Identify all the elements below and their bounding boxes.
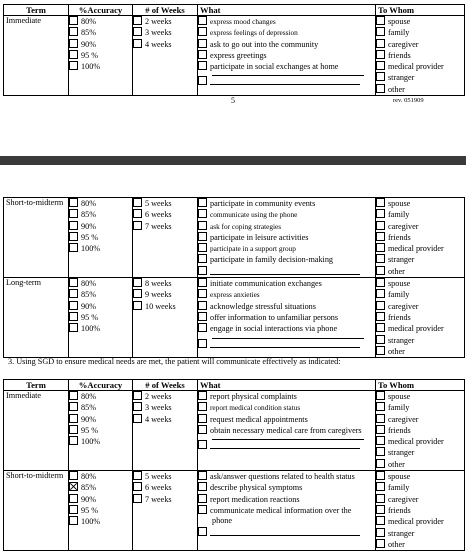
weeks-option[interactable]: 7 weeks [133, 494, 195, 505]
checkbox[interactable] [376, 459, 385, 468]
header-to-whom: To Whom [376, 5, 465, 16]
whom-option[interactable]: medical provider [376, 61, 462, 72]
checkbox[interactable] [133, 198, 142, 207]
what-option[interactable]: obtain necessary medical care from caregivers [198, 425, 373, 436]
term-label: Short-to-midterm [6, 471, 64, 481]
what-option[interactable]: participate in community events [198, 198, 373, 209]
checkbox[interactable] [69, 402, 78, 411]
accuracy-option[interactable]: 95 % [69, 50, 130, 61]
term-label: Immediate [6, 391, 42, 400]
weeks-cell [133, 16, 198, 96]
accuracy-option[interactable]: 80% [69, 16, 130, 27]
term-cell [4, 278, 69, 358]
checkbox[interactable] [376, 335, 385, 344]
checkbox[interactable] [376, 323, 385, 332]
checkbox[interactable] [69, 278, 78, 287]
header-what: What [198, 380, 376, 391]
accuracy-option[interactable]: 95 % [69, 425, 130, 436]
whom-option[interactable]: caregiver [376, 494, 462, 505]
what-option[interactable]: express anxieties [198, 289, 373, 300]
whom-option[interactable]: family [376, 402, 462, 413]
checkbox[interactable] [198, 39, 207, 48]
what-cell [198, 16, 376, 96]
checkbox[interactable] [198, 391, 207, 400]
what-option[interactable]: ask for coping strategies [198, 221, 373, 232]
accuracy-cell [69, 16, 133, 96]
whom-option[interactable]: other [376, 539, 462, 550]
whom-option[interactable]: other [376, 346, 462, 357]
checkbox[interactable] [376, 482, 385, 491]
whom-option[interactable]: family [376, 27, 462, 38]
what-other-option[interactable] [198, 76, 373, 87]
checkbox[interactable] [376, 471, 385, 480]
what-option[interactable]: report medication reactions [198, 494, 373, 505]
checkbox[interactable] [198, 209, 207, 218]
what-other-option[interactable] [198, 440, 373, 451]
term-label: Short-to-midterm [6, 198, 64, 207]
header-weeks: # of Weeks [133, 380, 198, 391]
whom-cell [376, 198, 465, 278]
checkbox[interactable] [198, 61, 207, 70]
what-option[interactable]: participate in family decision-making [198, 254, 373, 265]
checkbox[interactable] [69, 516, 78, 525]
weeks-cell [133, 198, 198, 278]
weeks-option[interactable]: 7 weeks [133, 221, 195, 232]
what-option[interactable]: express feelings of depression [198, 27, 373, 38]
what-option[interactable]: initiate communication exchanges [198, 278, 373, 289]
accuracy-option[interactable]: 85% [69, 209, 130, 220]
header-accuracy: %Accuracy [69, 380, 133, 391]
checkbox[interactable] [376, 266, 385, 275]
section-3-instruction: 3. Using SGD to ensure medical needs are met, the patient will communicate effectively as indicated: [8, 357, 341, 366]
checkbox[interactable] [69, 221, 78, 230]
checkbox[interactable] [69, 27, 78, 36]
write-in-field[interactable] [210, 441, 360, 449]
checkbox[interactable] [198, 482, 207, 491]
goals-table-2 [3, 197, 465, 358]
checkbox[interactable] [376, 447, 385, 456]
term-cell [4, 198, 69, 278]
accuracy-option[interactable]: 85% [69, 482, 130, 493]
accuracy-cell [69, 278, 133, 358]
what-cell [198, 278, 376, 358]
checkbox[interactable] [69, 436, 78, 445]
accuracy-option[interactable]: 95 % [69, 232, 130, 243]
checkbox[interactable] [69, 50, 78, 59]
checkbox[interactable] [69, 505, 78, 514]
what-option[interactable]: participate in social exchanges at home [198, 61, 373, 72]
header-term: Term [4, 5, 69, 16]
accuracy-option[interactable]: 90% [69, 39, 130, 50]
weeks-option[interactable]: 6 weeks [133, 209, 195, 220]
checkbox[interactable] [69, 312, 78, 321]
accuracy-option[interactable]: 85% [69, 289, 130, 300]
what-option[interactable]: communicate using the phone [198, 209, 373, 220]
accuracy-cell [69, 198, 133, 278]
checkbox[interactable] [198, 16, 207, 25]
weeks-option[interactable]: 4 weeks [133, 39, 195, 50]
checkbox[interactable] [133, 402, 142, 411]
accuracy-option[interactable]: 90% [69, 221, 130, 232]
whom-option[interactable]: family [376, 209, 462, 220]
weeks-option[interactable]: 4 weeks [133, 414, 195, 425]
checkbox[interactable] [133, 221, 142, 230]
checkbox[interactable] [376, 61, 385, 70]
checkbox[interactable] [198, 505, 207, 514]
checkbox[interactable] [69, 425, 78, 434]
checkbox[interactable] [376, 391, 385, 400]
accuracy-option[interactable]: 100% [69, 516, 130, 527]
header-what: What [198, 5, 376, 16]
checkbox[interactable] [133, 482, 142, 491]
checkbox[interactable] [376, 402, 385, 411]
checkbox[interactable] [376, 221, 385, 230]
checkbox[interactable] [376, 254, 385, 263]
goals-table-1 [3, 4, 465, 96]
whom-option[interactable]: caregiver [376, 221, 462, 232]
accuracy-cell [69, 391, 133, 471]
checkbox[interactable] [376, 16, 385, 25]
weeks-option[interactable]: 3 weeks [133, 27, 195, 38]
what-option[interactable]: express mood changes [198, 16, 373, 27]
whom-cell [376, 391, 465, 471]
whom-cell [376, 16, 465, 96]
weeks-option[interactable]: 8 weeks [133, 278, 195, 289]
weeks-option[interactable]: 6 weeks [133, 482, 195, 493]
checkbox[interactable] [198, 301, 207, 310]
checkbox[interactable] [376, 539, 385, 548]
accuracy-option[interactable]: 85% [69, 27, 130, 38]
checkbox[interactable] [198, 50, 207, 59]
accuracy-option[interactable]: 85% [69, 402, 130, 413]
checkbox[interactable] [198, 527, 207, 536]
whom-option[interactable]: spouse [376, 471, 462, 482]
checkbox[interactable] [133, 414, 142, 423]
whom-option[interactable]: friends [376, 505, 462, 516]
accuracy-cell [69, 471, 133, 551]
checkbox[interactable] [376, 505, 385, 514]
checkbox[interactable] [69, 391, 78, 400]
page-separator [0, 156, 466, 165]
checkbox[interactable] [376, 278, 385, 287]
checkbox[interactable] [198, 312, 207, 321]
checkbox[interactable] [198, 221, 207, 230]
checkbox[interactable] [198, 289, 207, 298]
whom-option[interactable]: medical provider [376, 323, 462, 334]
checkbox[interactable] [69, 243, 78, 252]
whom-option[interactable]: stranger [376, 447, 462, 458]
checkbox[interactable] [376, 346, 385, 355]
whom-option[interactable]: caregiver [376, 39, 462, 50]
accuracy-option[interactable]: 90% [69, 494, 130, 505]
what-cell [198, 391, 376, 471]
checkbox[interactable] [376, 84, 385, 93]
checkbox[interactable] [198, 232, 207, 241]
checkbox[interactable] [198, 254, 207, 263]
checkbox[interactable] [376, 39, 385, 48]
page-number: 5 [231, 96, 235, 105]
whom-option[interactable]: caregiver [376, 414, 462, 425]
checkbox[interactable] [133, 278, 142, 287]
weeks-option[interactable]: 5 weeks [133, 198, 195, 209]
revision-label: rev. 051909 [393, 97, 424, 104]
checkbox[interactable] [133, 289, 142, 298]
write-in-field[interactable] [210, 77, 360, 85]
whom-option[interactable]: friends [376, 50, 462, 61]
checkbox[interactable] [376, 243, 385, 252]
term-cell [4, 471, 69, 551]
checkbox[interactable] [376, 27, 385, 36]
checkbox[interactable] [133, 27, 142, 36]
weeks-option[interactable]: 5 weeks [133, 471, 195, 482]
weeks-cell [133, 278, 198, 358]
accuracy-option[interactable]: 90% [69, 301, 130, 312]
accuracy-option[interactable]: 80% [69, 278, 130, 289]
whom-option[interactable]: medical provider [376, 436, 462, 447]
whom-option[interactable]: other [376, 459, 462, 470]
checkbox[interactable] [198, 243, 207, 252]
what-option[interactable]: express greetings [198, 50, 373, 61]
whom-option[interactable]: other [376, 266, 462, 277]
checkbox[interactable] [376, 209, 385, 218]
what-option[interactable]: engage in social interactions via phone [198, 323, 373, 334]
whom-cell [376, 471, 465, 551]
accuracy-option[interactable]: 100% [69, 61, 130, 72]
what-option[interactable]: ask to go out into the community [198, 39, 373, 50]
accuracy-option[interactable]: 90% [69, 414, 130, 425]
checkbox[interactable] [376, 72, 385, 81]
term-cell [4, 16, 69, 96]
what-option[interactable]: offer information to unfamiliar persons [198, 312, 373, 323]
checkbox[interactable] [198, 494, 207, 503]
checkbox[interactable] [133, 39, 142, 48]
checkbox[interactable] [133, 471, 142, 480]
checkbox[interactable] [376, 312, 385, 321]
checkbox[interactable] [198, 414, 207, 423]
whom-option[interactable]: spouse [376, 391, 462, 402]
checkbox[interactable] [133, 494, 142, 503]
whom-option[interactable]: medical provider [376, 516, 462, 527]
whom-option[interactable]: stranger [376, 335, 462, 346]
weeks-option[interactable]: 3 weeks [133, 402, 195, 413]
checkbox[interactable] [69, 289, 78, 298]
weeks-option[interactable]: 2 weeks [133, 16, 195, 27]
what-option[interactable]: describe physical symptoms [198, 482, 373, 493]
checkbox[interactable] [376, 436, 385, 445]
whom-option[interactable]: spouse [376, 278, 462, 289]
checkbox[interactable] [376, 50, 385, 59]
checkbox[interactable] [376, 232, 385, 241]
checkbox[interactable] [133, 391, 142, 400]
what-option[interactable]: participate in a support group [198, 243, 373, 254]
checkbox[interactable] [69, 16, 78, 25]
checkbox[interactable] [376, 516, 385, 525]
what-option[interactable]: participate in leisure activities [198, 232, 373, 243]
term-label: Long-term [6, 278, 42, 288]
what-other-option[interactable] [198, 527, 373, 538]
write-in-field[interactable] [210, 528, 360, 536]
checkbox[interactable] [69, 301, 78, 310]
what-cell [198, 198, 376, 278]
accuracy-option[interactable]: 95 % [69, 505, 130, 516]
accuracy-option[interactable]: 80% [69, 471, 130, 482]
checkbox[interactable] [69, 232, 78, 241]
header-term: Term [4, 380, 69, 391]
checkbox[interactable] [69, 494, 78, 503]
write-in-field[interactable] [210, 267, 360, 275]
weeks-option[interactable]: 2 weeks [133, 391, 195, 402]
what-cell [198, 471, 376, 551]
what-other-option[interactable] [198, 266, 373, 277]
accuracy-option[interactable]: 80% [69, 391, 130, 402]
what-other-option[interactable] [198, 339, 373, 350]
whom-option[interactable]: spouse [376, 16, 462, 27]
write-in-field[interactable] [210, 340, 360, 348]
whom-option[interactable]: friends [376, 312, 462, 323]
whom-option[interactable]: family [376, 289, 462, 300]
checkbox[interactable] [133, 301, 142, 310]
whom-option[interactable]: caregiver [376, 301, 462, 312]
term-label: Immediate [6, 16, 42, 25]
checkbox[interactable] [198, 27, 207, 36]
checkbox[interactable] [376, 528, 385, 537]
header-accuracy: %Accuracy [69, 5, 133, 16]
checkbox[interactable] [198, 402, 207, 411]
whom-option[interactable]: stranger [376, 254, 462, 265]
whom-option[interactable]: friends [376, 232, 462, 243]
weeks-cell [133, 391, 198, 471]
checked-checkbox[interactable] [69, 482, 78, 491]
whom-option[interactable]: family [376, 482, 462, 493]
whom-option[interactable]: other [376, 84, 462, 95]
whom-option[interactable]: stranger [376, 72, 462, 83]
checkbox[interactable] [198, 471, 207, 480]
checkbox[interactable] [69, 39, 78, 48]
checkbox[interactable] [69, 414, 78, 423]
goals-table-3 [3, 379, 465, 551]
checkbox[interactable] [376, 301, 385, 310]
checkbox[interactable] [133, 209, 142, 218]
checkbox[interactable] [198, 339, 207, 348]
checkbox[interactable] [198, 198, 207, 207]
what-option[interactable]: acknowledge stressful situations [198, 301, 373, 312]
accuracy-option[interactable]: 100% [69, 436, 130, 447]
weeks-cell [133, 471, 198, 551]
checkbox[interactable] [376, 198, 385, 207]
checkbox[interactable] [198, 278, 207, 287]
whom-option[interactable]: spouse [376, 198, 462, 209]
what-option[interactable]: ask/answer questions related to health status [198, 471, 373, 482]
checkbox[interactable] [198, 323, 207, 332]
whom-cell [376, 278, 465, 358]
whom-option[interactable]: friends [376, 425, 462, 436]
term-cell [4, 391, 69, 471]
header-weeks: # of Weeks [133, 5, 198, 16]
what-option[interactable]: report medical condition status [198, 402, 373, 413]
accuracy-option[interactable]: 80% [69, 198, 130, 209]
accuracy-option[interactable]: 100% [69, 243, 130, 254]
weeks-option[interactable]: 10 weeks [133, 301, 195, 312]
checkbox[interactable] [198, 440, 207, 449]
checkbox[interactable] [133, 16, 142, 25]
checkbox[interactable] [69, 61, 78, 70]
checkbox[interactable] [198, 266, 207, 275]
accuracy-option[interactable]: 100% [69, 323, 130, 334]
checkbox[interactable] [376, 289, 385, 298]
checkbox[interactable] [198, 425, 207, 434]
header-to-whom: To Whom [376, 380, 465, 391]
weeks-option[interactable]: 9 weeks [133, 289, 195, 300]
checkbox[interactable] [376, 414, 385, 423]
accuracy-option[interactable]: 95 % [69, 312, 130, 323]
what-option[interactable]: report physical complaints [198, 391, 373, 402]
what-option[interactable]: communicate medical information over the phone [198, 505, 373, 527]
checkbox[interactable] [69, 471, 78, 480]
checkbox[interactable] [69, 198, 78, 207]
checkbox[interactable] [69, 209, 78, 218]
checkbox[interactable] [198, 76, 207, 85]
whom-option[interactable]: medical provider [376, 243, 462, 254]
what-option[interactable]: request medical appointments [198, 414, 373, 425]
checkbox[interactable] [69, 323, 78, 332]
whom-option[interactable]: stranger [376, 528, 462, 539]
checkbox[interactable] [376, 425, 385, 434]
checkbox[interactable] [376, 494, 385, 503]
